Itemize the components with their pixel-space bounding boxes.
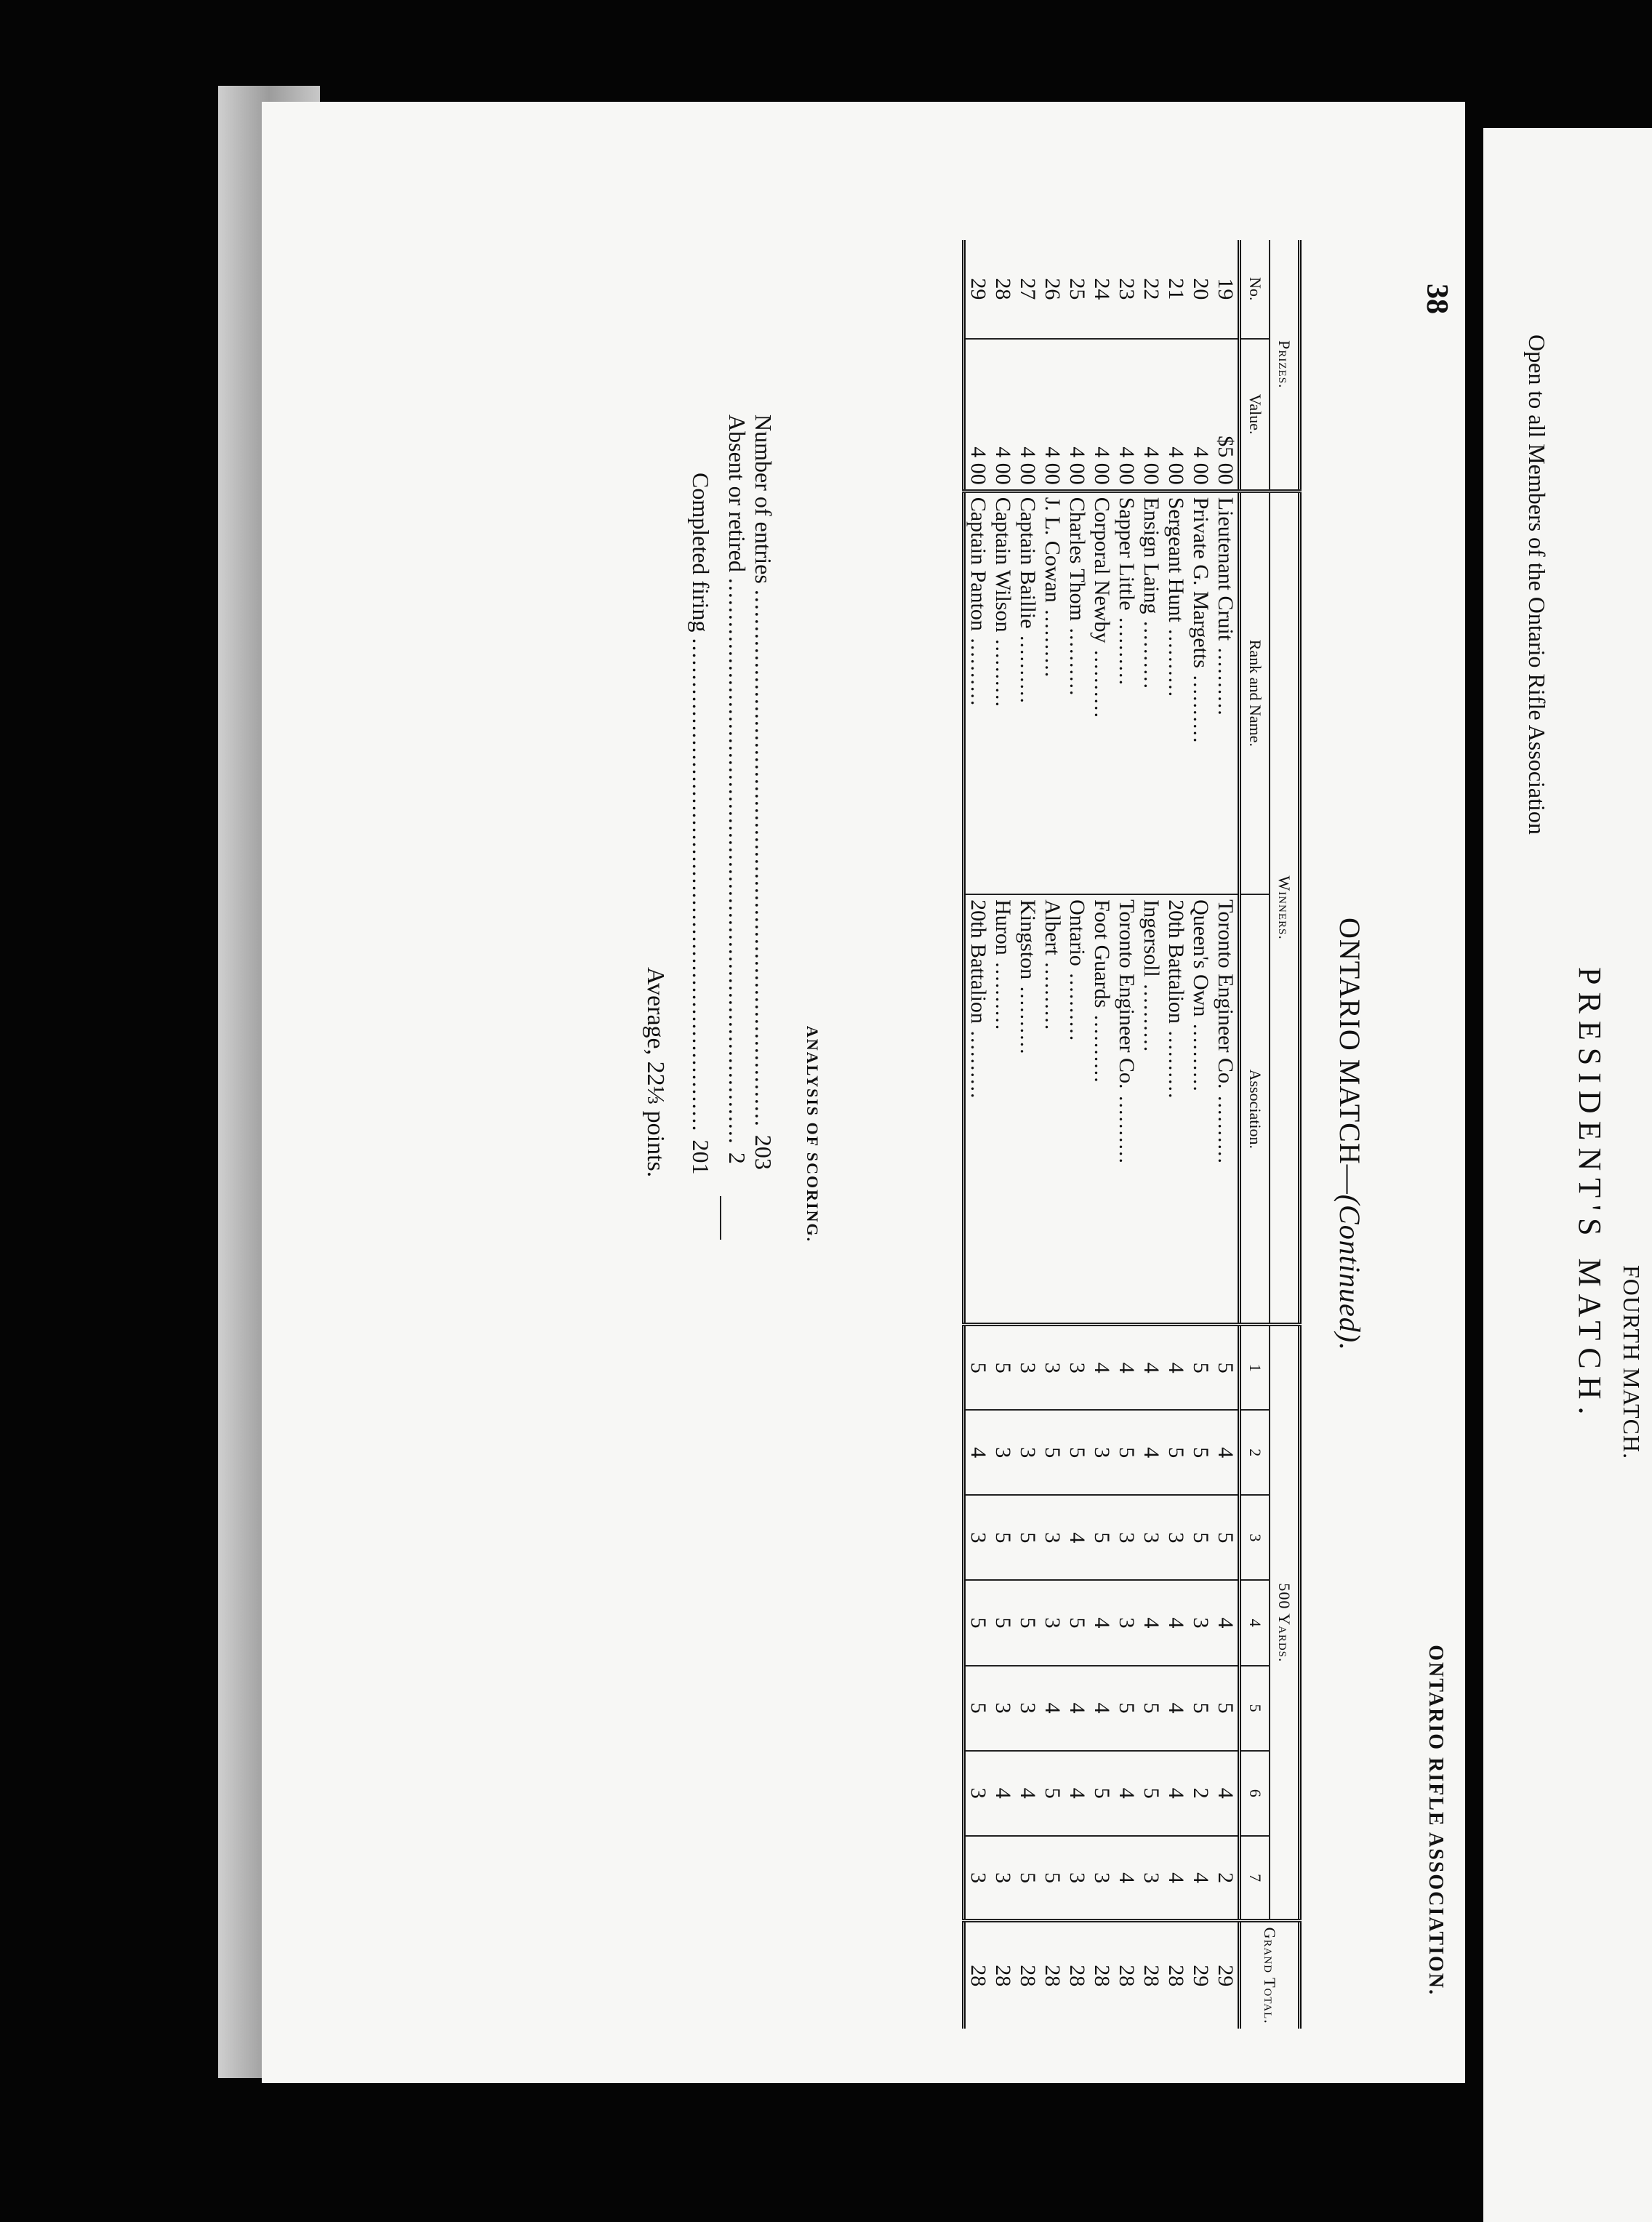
row-shot-3: 3 <box>1114 1495 1139 1580</box>
row-no <box>1089 240 1114 339</box>
analysis-section <box>642 240 822 2029</box>
row-name <box>1139 491 1163 894</box>
row-value-text: 4 00 <box>1040 446 1064 485</box>
table-row <box>990 240 1015 2029</box>
row-shot-7: 5 <box>1015 1836 1040 1921</box>
row-value-text: 4 00 <box>1090 446 1114 485</box>
dot-leader: .......... <box>1115 1088 1139 1165</box>
row-association-text: Ingersoll <box>1139 899 1163 977</box>
row-shot-1: 5 <box>1213 1325 1240 1410</box>
row-shot-4: 4 <box>1089 1580 1114 1665</box>
row-shot-1: 3 <box>1064 1325 1089 1410</box>
table-row <box>1188 240 1213 2029</box>
row-shot-1: 4 <box>1163 1325 1188 1410</box>
row-shot-7: 3 <box>1064 1836 1089 1921</box>
row-name <box>1188 491 1213 894</box>
row-shot-5: 4 <box>1163 1666 1188 1751</box>
dot-leader: .......... <box>991 955 1015 1032</box>
row-association <box>990 894 1015 1325</box>
row-shot-5: 3 <box>1015 1666 1040 1751</box>
row-shot-7: 3 <box>1139 1836 1163 1921</box>
row-no-text: 19 <box>1214 278 1238 300</box>
row-shot-6: 4 <box>1163 1751 1188 1836</box>
row-grand-total: 28 <box>1114 1921 1139 2029</box>
row-association-text: Foot Guards <box>1090 899 1114 1008</box>
row-grand-total: 28 <box>1015 1921 1040 2029</box>
row-association-text: 20th Battalion <box>1164 899 1188 1024</box>
dot-leader: .......... <box>1139 614 1163 691</box>
row-no <box>964 240 991 339</box>
row-name <box>1089 491 1114 894</box>
row-value <box>1114 339 1139 492</box>
table-row <box>1064 240 1089 2029</box>
row-name <box>1064 491 1089 894</box>
row-shot-7: 3 <box>990 1836 1015 1921</box>
row-shot-6: 3 <box>964 1751 991 1836</box>
row-shot-6: 4 <box>1064 1751 1089 1836</box>
row-shot-2: 3 <box>1089 1410 1114 1495</box>
dot-leader: .......... <box>1214 1088 1238 1165</box>
dot-leader: .......... <box>1189 1016 1213 1093</box>
row-value <box>1089 339 1114 492</box>
row-shot-1: 5 <box>1188 1325 1213 1410</box>
table-row <box>1040 240 1064 2029</box>
dot-leader: .......... <box>1139 976 1163 1054</box>
winners-header: Winners. <box>1270 491 1300 1325</box>
row-name-text: Captain Baillie <box>1016 497 1040 629</box>
yards-header: 500 Yards. <box>1270 1325 1300 1921</box>
row-shot-4: 5 <box>1064 1580 1089 1665</box>
row-no <box>1114 240 1139 339</box>
row-association <box>1015 894 1040 1325</box>
col-shot-4: 4 <box>1240 1580 1270 1665</box>
row-shot-5: 5 <box>1114 1666 1139 1751</box>
row-no <box>1163 240 1188 339</box>
row-no-text: 29 <box>966 278 990 300</box>
row-shot-5: 4 <box>1064 1666 1089 1751</box>
row-association-text: Ontario <box>1065 899 1089 966</box>
row-value-text: 4 00 <box>1164 446 1188 485</box>
row-association-text: Huron <box>991 899 1015 955</box>
row-no <box>1139 240 1163 339</box>
row-no-text: 25 <box>1065 278 1089 300</box>
row-shot-2: 3 <box>990 1410 1015 1495</box>
row-value-text: 4 00 <box>991 446 1015 485</box>
row-shot-6: 4 <box>990 1751 1015 1836</box>
match-title-continued: (Continued). <box>1334 1194 1366 1352</box>
row-name-text: Lieutenant Cruit <box>1214 497 1238 641</box>
row-no-text: 26 <box>1040 278 1064 300</box>
absent-row <box>723 414 750 1164</box>
row-no-text: 20 <box>1189 278 1213 300</box>
absent-leader: .............................................................................. <box>724 577 750 1152</box>
row-shot-1: 4 <box>1139 1325 1163 1410</box>
row-association-text: 20th Battalion <box>966 899 990 1024</box>
row-shot-7: 3 <box>964 1836 991 1921</box>
row-shot-3: 3 <box>964 1495 991 1580</box>
row-value-text: 4 00 <box>1139 446 1163 485</box>
row-value <box>1213 339 1240 492</box>
row-shot-1: 4 <box>1089 1325 1114 1410</box>
match-title-main: ONTARIO MATCH— <box>1334 917 1366 1195</box>
row-name-text: Ensign Laing <box>1139 497 1163 614</box>
row-association-text: Albert <box>1040 899 1064 955</box>
row-no-text: 23 <box>1115 278 1139 300</box>
row-shot-5: 5 <box>1188 1666 1213 1751</box>
row-shot-7: 4 <box>1188 1836 1213 1921</box>
row-no <box>990 240 1015 339</box>
table-row <box>1015 240 1040 2029</box>
row-grand-total: 29 <box>1213 1921 1240 2029</box>
col-shot-7: 7 <box>1240 1836 1270 1921</box>
entries-row <box>750 414 777 1170</box>
dot-leader: .......... <box>1040 602 1064 679</box>
row-grand-total: 28 <box>964 1921 991 2029</box>
col-no: No. <box>1246 277 1264 301</box>
row-value-text: $5 00 <box>1214 436 1238 485</box>
row-shot-6: 5 <box>1089 1751 1114 1836</box>
row-shot-4: 5 <box>990 1580 1015 1665</box>
row-association <box>1163 894 1188 1325</box>
row-shot-7: 4 <box>1114 1836 1139 1921</box>
row-shot-5: 3 <box>990 1666 1015 1751</box>
row-shot-3: 5 <box>1089 1495 1114 1580</box>
row-grand-total: 28 <box>1064 1921 1089 2029</box>
row-association-text: Queen's Own <box>1189 899 1213 1017</box>
row-association-text: Kingston <box>1016 899 1040 980</box>
row-grand-total: 29 <box>1188 1921 1213 2029</box>
dot-leader: .......... <box>1065 621 1089 697</box>
page-header <box>1403 240 1454 2029</box>
row-shot-7: 5 <box>1040 1836 1064 1921</box>
row-shot-3: 5 <box>1015 1495 1040 1580</box>
completed-value: 201 <box>688 1139 714 1175</box>
row-shot-2: 4 <box>1139 1410 1163 1495</box>
results-rows <box>964 240 1240 2029</box>
row-value <box>1064 339 1089 492</box>
entries-leader: .......................................................................... <box>750 589 777 1135</box>
row-shot-6: 2 <box>1188 1751 1213 1836</box>
row-no <box>1064 240 1089 339</box>
row-name <box>1015 491 1040 894</box>
row-value <box>964 339 991 492</box>
row-shot-2: 4 <box>964 1410 991 1495</box>
running-head: ONTARIO RIFLE ASSOCIATION. <box>1424 1645 1447 1996</box>
dot-leader: .......... <box>1189 667 1213 745</box>
row-value-text: 4 00 <box>1065 446 1089 485</box>
row-no-text: 21 <box>1164 278 1188 300</box>
row-association <box>1114 894 1139 1325</box>
row-shot-2: 5 <box>1114 1410 1139 1495</box>
row-shot-2: 5 <box>1188 1410 1213 1495</box>
row-shot-2: 5 <box>1040 1410 1064 1495</box>
row-value-text: 4 00 <box>1016 446 1040 485</box>
row-shot-4: 3 <box>1040 1580 1064 1665</box>
row-shot-5: 5 <box>1213 1666 1240 1751</box>
col-rank-name: Rank and Name. <box>1240 491 1270 894</box>
row-shot-4: 5 <box>964 1580 991 1665</box>
row-shot-5: 5 <box>964 1666 991 1751</box>
analysis-title: ANALYSIS OF SCORING. <box>803 1025 822 1243</box>
row-shot-1: 5 <box>990 1325 1015 1410</box>
row-shot-6: 4 <box>1015 1751 1040 1836</box>
row-shot-1: 4 <box>1114 1325 1139 1410</box>
row-value-text: 4 00 <box>1189 446 1213 485</box>
row-name-text: Corporal Newby <box>1090 497 1114 643</box>
dot-leader: .......... <box>991 632 1015 708</box>
row-shot-2: 5 <box>1163 1410 1188 1495</box>
row-shot-3: 3 <box>1040 1495 1064 1580</box>
row-shot-3: 3 <box>1163 1495 1188 1580</box>
absent-value: 2 <box>724 1152 750 1164</box>
row-name <box>964 491 991 894</box>
row-no-text: 24 <box>1090 278 1114 300</box>
col-shot-3: 3 <box>1240 1495 1270 1580</box>
row-association <box>1213 894 1240 1325</box>
table-row <box>964 240 991 2029</box>
row-shot-6: 5 <box>1139 1751 1163 1836</box>
row-shot-6: 4 <box>1114 1751 1139 1836</box>
match-title <box>1333 240 1367 2029</box>
dot-leader: .......... <box>966 630 990 707</box>
presidents-match-title: PRESIDENT'S MATCH. <box>1572 967 1608 1422</box>
dot-leader: .......... <box>1040 955 1064 1032</box>
row-name <box>1040 491 1064 894</box>
dot-leader: .......... <box>1164 1023 1188 1100</box>
row-shot-5: 4 <box>1040 1666 1064 1751</box>
col-value: Value. <box>1240 339 1270 492</box>
row-name-text: Sapper Little <box>1115 497 1139 611</box>
dot-leader: .......... <box>1214 641 1238 717</box>
row-shot-7: 2 <box>1213 1836 1240 1921</box>
match-eligibility-text: Open to all Members of the Ontario Rifle Association <box>1524 334 1550 835</box>
fourth-match-subtitle: FOURTH MATCH. <box>1619 1265 1645 1460</box>
row-name-text: Sergeant Hunt <box>1164 497 1188 622</box>
row-no <box>1015 240 1040 339</box>
row-shot-4: 3 <box>1114 1580 1139 1665</box>
results-table <box>962 240 1302 2029</box>
dot-leader: .......... <box>1090 1008 1114 1084</box>
row-no-text: 22 <box>1139 278 1163 300</box>
row-association <box>1188 894 1213 1325</box>
completed-leader: .................................................................... <box>688 638 714 1140</box>
row-shot-3: 4 <box>1064 1495 1089 1580</box>
row-no <box>1040 240 1064 339</box>
row-no-text: 28 <box>991 278 1015 300</box>
row-shot-1: 5 <box>964 1325 991 1410</box>
sum-rule <box>720 1196 721 1240</box>
dot-leader: .......... <box>1016 979 1040 1056</box>
row-shot-4: 4 <box>1213 1580 1240 1665</box>
row-value-text: 4 00 <box>966 446 990 485</box>
row-shot-3: 5 <box>990 1495 1015 1580</box>
row-name-text: Captain Panton <box>966 497 990 631</box>
col-shot-6: 6 <box>1240 1751 1270 1836</box>
row-shot-1: 3 <box>1040 1325 1064 1410</box>
average-text: Average, 22⅓ points. <box>642 967 669 1178</box>
col-shot-2: 2 <box>1240 1410 1270 1495</box>
table-row <box>1213 240 1240 2029</box>
row-association <box>1139 894 1163 1325</box>
row-shot-6: 5 <box>1040 1751 1064 1836</box>
row-name <box>1213 491 1240 894</box>
row-shot-3: 3 <box>1139 1495 1163 1580</box>
page-number: 38 <box>1420 284 1453 314</box>
row-shot-7: 3 <box>1089 1836 1114 1921</box>
completed-row <box>687 473 714 1175</box>
row-name <box>1114 491 1139 894</box>
rotated-page-content <box>254 240 1454 2029</box>
prizes-header: Prizes. <box>1275 340 1294 389</box>
row-shot-3: 5 <box>1188 1495 1213 1580</box>
dot-leader: .......... <box>1115 610 1139 687</box>
row-grand-total: 28 <box>1163 1921 1188 2029</box>
row-no-text: 27 <box>1016 278 1040 300</box>
row-shot-2: 5 <box>1064 1410 1089 1495</box>
row-shot-2: 4 <box>1213 1410 1240 1495</box>
table-row <box>1089 240 1114 2029</box>
row-name <box>1163 491 1188 894</box>
row-no <box>1188 240 1213 339</box>
row-name-text: Private G. Margetts <box>1189 497 1213 668</box>
row-name-text: Captain Wilson <box>991 497 1015 633</box>
row-shot-6: 4 <box>1213 1751 1240 1836</box>
row-association <box>964 894 991 1325</box>
col-shot-1: 1 <box>1240 1325 1270 1410</box>
entries-value: 203 <box>750 1134 777 1170</box>
row-shot-4: 3 <box>1188 1580 1213 1665</box>
table-row <box>1139 240 1163 2029</box>
col-shot-5: 5 <box>1240 1666 1270 1751</box>
row-association-text: Toronto Engineer Co. <box>1214 899 1238 1089</box>
row-value <box>1188 339 1213 492</box>
row-shot-4: 5 <box>1015 1580 1040 1665</box>
row-value <box>990 339 1015 492</box>
row-value <box>1139 339 1163 492</box>
dot-leader: .......... <box>1016 628 1040 705</box>
entries-label: Number of entries <box>750 414 777 584</box>
row-association <box>1089 894 1114 1325</box>
dot-leader: .......... <box>1065 966 1089 1043</box>
row-name-text: Charles Thom <box>1065 497 1089 621</box>
row-no <box>1213 240 1240 339</box>
row-shot-2: 3 <box>1015 1410 1040 1495</box>
row-shot-4: 4 <box>1163 1580 1188 1665</box>
row-name-text: J. L. Cowan <box>1040 497 1064 603</box>
row-value <box>1040 339 1064 492</box>
table-row <box>1163 240 1188 2029</box>
absent-label: Absent or retired <box>724 414 750 572</box>
facing-page-content <box>1477 153 1652 2189</box>
dot-leader: .......... <box>1164 622 1188 699</box>
row-grand-total: 28 <box>1089 1921 1114 2029</box>
dot-leader: .......... <box>966 1023 990 1100</box>
row-shot-7: 4 <box>1163 1836 1188 1921</box>
row-association-text: Toronto Engineer Co. <box>1115 899 1139 1089</box>
row-association <box>1040 894 1064 1325</box>
row-shot-5: 5 <box>1139 1666 1163 1751</box>
row-grand-total: 28 <box>1139 1921 1163 2029</box>
row-association <box>1064 894 1089 1325</box>
col-association: Association. <box>1240 894 1270 1325</box>
dot-leader: .......... <box>1090 643 1114 720</box>
table-row <box>1114 240 1139 2029</box>
row-value-text: 4 00 <box>1115 446 1139 485</box>
row-value <box>1163 339 1188 492</box>
row-grand-total: 28 <box>990 1921 1015 2029</box>
row-shot-3: 5 <box>1213 1495 1240 1580</box>
row-name <box>990 491 1015 894</box>
completed-label: Completed firing <box>688 473 714 633</box>
row-shot-1: 3 <box>1015 1325 1040 1410</box>
row-value <box>1015 339 1040 492</box>
grand-total-header: Grand Total. <box>1240 1921 1300 2029</box>
row-grand-total: 28 <box>1040 1921 1064 2029</box>
row-shot-5: 4 <box>1089 1666 1114 1751</box>
row-shot-4: 4 <box>1139 1580 1163 1665</box>
